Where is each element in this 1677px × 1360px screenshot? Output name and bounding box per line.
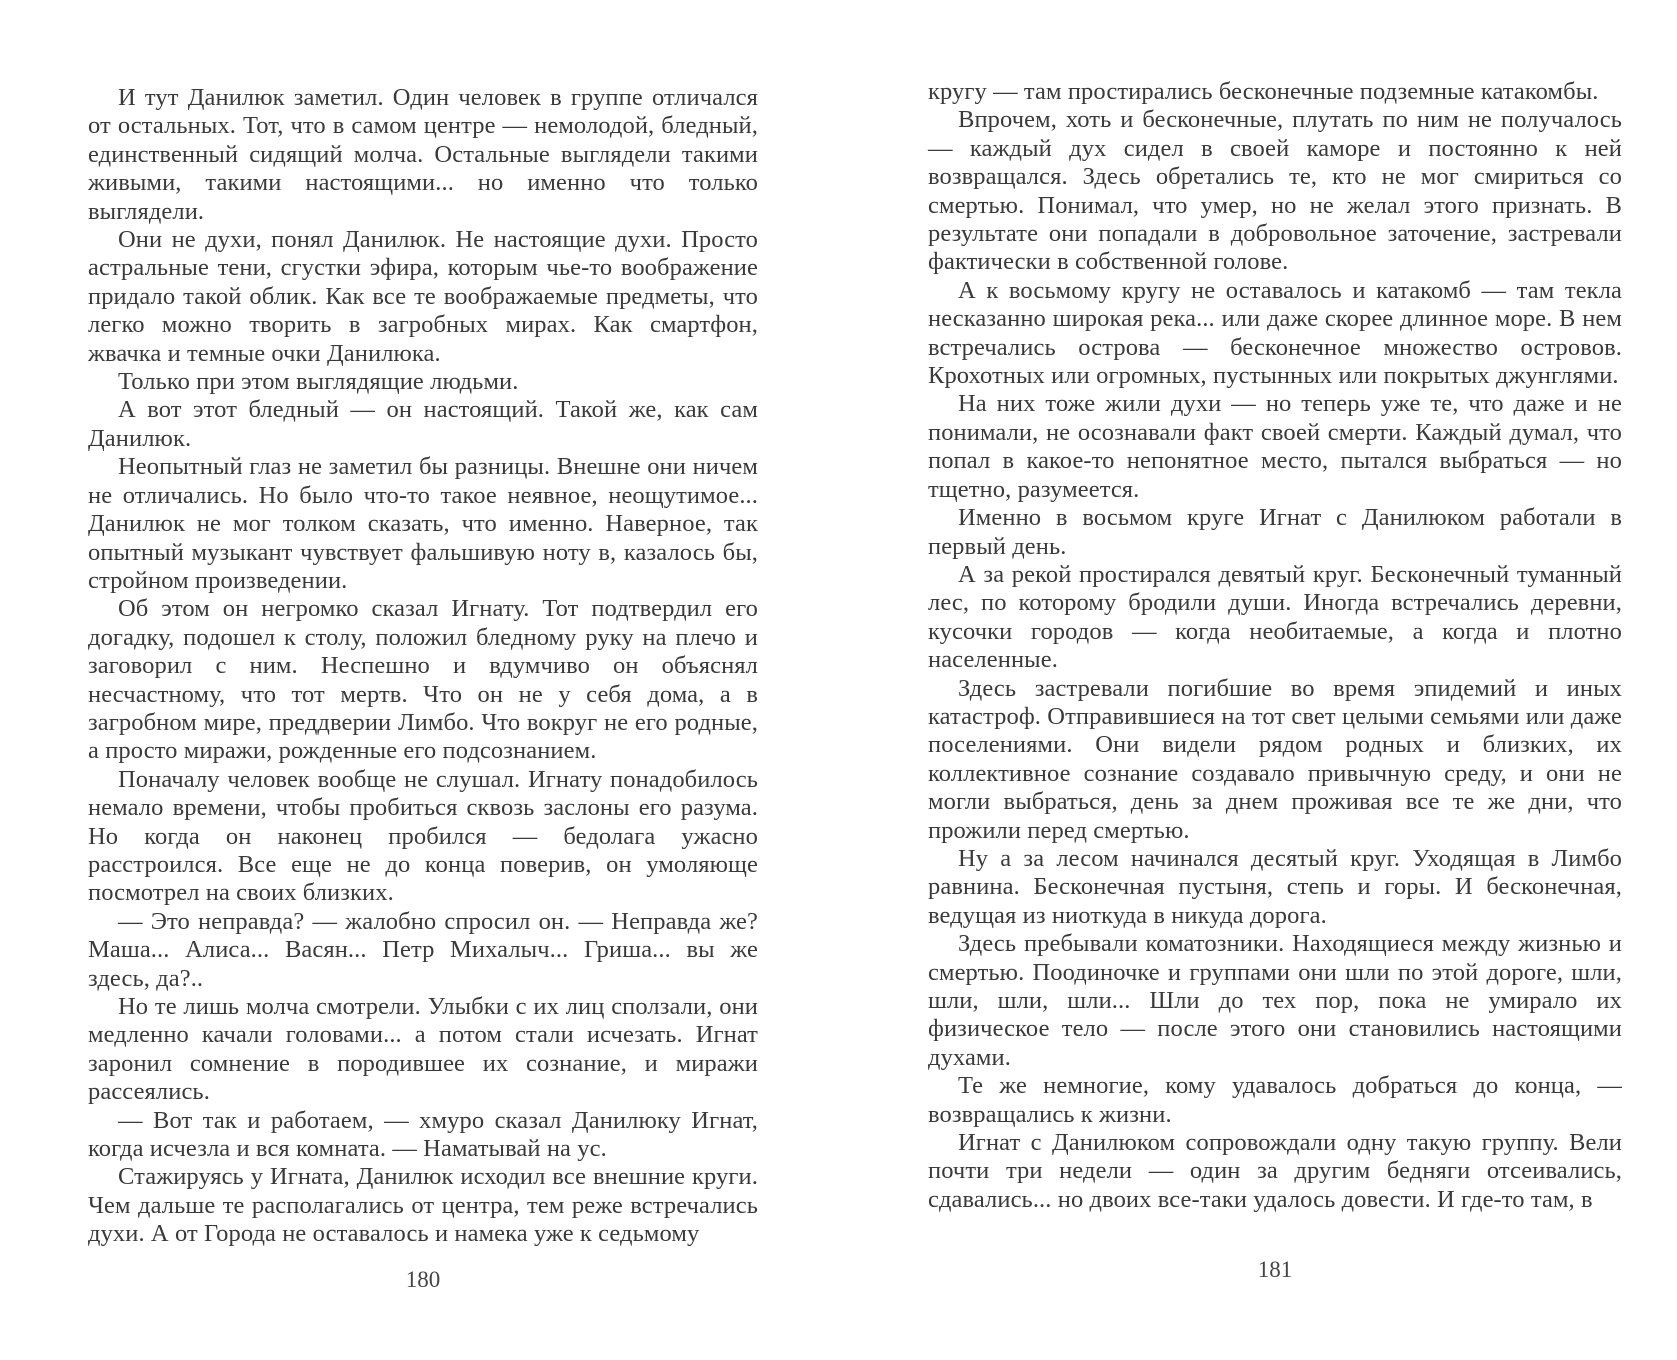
paragraph: Неопытный глаз не заметил бы разницы. Внешне они ничем не отличались. Но было что-то такое неявное, неощутимое... Данилюк не мог толком сказать, что именно. Наверное, так опытный музыкант чувствует фальшивую ноту в, казалось бы, стройном произведении. <box>88 453 758 594</box>
left-page <box>88 0 758 1360</box>
paragraph: Стажируясь у Игната, Данилюк исходил все внешние круги. Чем дальше те располагались от центра, тем реже встречались духи. А от Города не оставалось и намека уже к седьмому <box>88 1163 758 1248</box>
left-page-text <box>88 84 758 1249</box>
paragraph: Впрочем, хоть и бесконечные, плутать по ним не получалось — каждый дух сидел в своей каморе и постоянно к ней возвращался. Здесь обретались те, кто не мог смириться со смертью. Понимал, что умер, но не желал этого признать. В результате они попадали в добровольное заточение, застревали фактически в собственной голове. <box>928 106 1622 276</box>
page-number: 180 <box>405 1267 441 1292</box>
paragraph: Здесь пребывали коматозники. Находящиеся между жизнью и смертью. Поодиночке и группами они шли по этой дороге, шли, шли, шли, шли... Шли до тех пор, пока не умирало их физическое тело — после этого они становились настоящими духами. <box>928 930 1622 1071</box>
paragraph: Игнат с Данилюком сопровождали одну такую группу. Вели почти три недели — один за другим бедняги отсеивались, сдавались... но двоих все-таки удалось довести. И где-то там, в <box>928 1129 1622 1213</box>
right-page-text <box>928 78 1622 1214</box>
paragraph: На них тоже жили духи — но теперь уже те, что даже и не понимали, не осознавали факт своей смерти. Каждый думал, что попал в какое-то непонятное место, пытался выбраться — но тщетно, разумеется. <box>928 390 1622 503</box>
paragraph: Поначалу человек вообще не слушал. Игнату понадобилось немало времени, чтобы пробиться сквозь заслоны его разума. Но когда он наконец пробился — бедолага ужасно расстроился. Все еще не до конца поверив, он умоляюще посмотрел на своих близких. <box>88 765 758 907</box>
paragraph: — Вот так и работаем, — хмуро сказал Данилюку Игнат, когда исчезла и вся комната. — Наматывай на ус. <box>88 1106 758 1163</box>
paragraph: Именно в восьмом круге Игнат с Данилюком работали в первый день. <box>928 504 1622 560</box>
paragraph: — Это неправда? — жалобно спросил он. — Неправда же? Маша... Алиса... Васян... Петр Михалыч... Гриша... вы же здесь, да?.. <box>88 907 758 992</box>
paragraph: Но те лишь молча смотрели. Улыбки с их лиц сползали, они медленно качали головами... а потом стали исчезать. Игнат заронил сомнение в породившее их сознание, и миражи рассеялись. <box>88 993 758 1106</box>
right-page <box>928 0 1622 1360</box>
paragraph: И тут Данилюк заметил. Один человек в группе отличался от остальных. Тот, что в самом центре — немолодой, бледный, единственный сидящий молча. Остальные выглядели такими живыми, такими настоящими... но именно что только выглядели. <box>88 84 758 225</box>
paragraph: А вот этот бледный — он настоящий. Такой же, как сам Данилюк. <box>88 396 758 452</box>
page-number: 181 <box>1257 1257 1293 1282</box>
paragraph: А к восьмому кругу не оставалось и катакомб — там текла несказанно широкая река... или даже скорее длинное море. В нем встречались острова — бесконечное множество островов. Крохотных или огромных, пустынных или покрытых джунглями. <box>928 276 1622 390</box>
paragraph: Только при этом выглядящие людьми. <box>118 368 519 396</box>
paragraph: Они не духи, понял Данилюк. Не настоящие духи. Просто астральные тени, сгустки эфира, которым чье-то воображение придало такой облик. Как все те воображаемые предметы, что легко можно творить в загробных мирах. Как смартфон, жвачка и темные очки Данилюка. <box>88 226 758 367</box>
paragraph: Об этом он негромко сказал Игнату. Тот подтвердил его догадку, подошел к столу, положил бледному руку на плечо и заговорил с ним. Неспешно и вдумчиво он объяснял несчастному, что тот мертв. Что он не у себя дома, а в загробном мире, преддверии Лимбо. Что вокруг не его родные, а просто миражи, рожденные его подсознанием. <box>88 595 758 765</box>
paragraph: А за рекой простирался девятый круг. Бесконечный туманный лес, по которому бродили души. Иногда встречались деревни, кусочки городов — когда необитаемые, а когда и плотно населенные. <box>928 560 1622 674</box>
paragraph: Здесь застревали погибшие во время эпидемий и иных катастроф. Отправившиеся на тот свет целыми семьями или даже поселениями. Они видели рядом родных и близких, их коллективное сознание создавало привычную среду, и они не могли выбраться, день за днем проживая все те же дни, что прожили перед смертью. <box>928 674 1622 844</box>
paragraph-continued: кругу — там простирались бесконечные подземные катакомбы. <box>928 78 1599 105</box>
paragraph: Те же немногие, кому удавалось добраться до конца, — возвращались к жизни. <box>928 1072 1622 1128</box>
paragraph: Ну а за лесом начинался десятый круг. Уходящая в Лимбо равнина. Бесконечная пустыня, степь и горы. И бесконечная, ведущая из ниоткуда в никуда дорога. <box>928 844 1622 929</box>
